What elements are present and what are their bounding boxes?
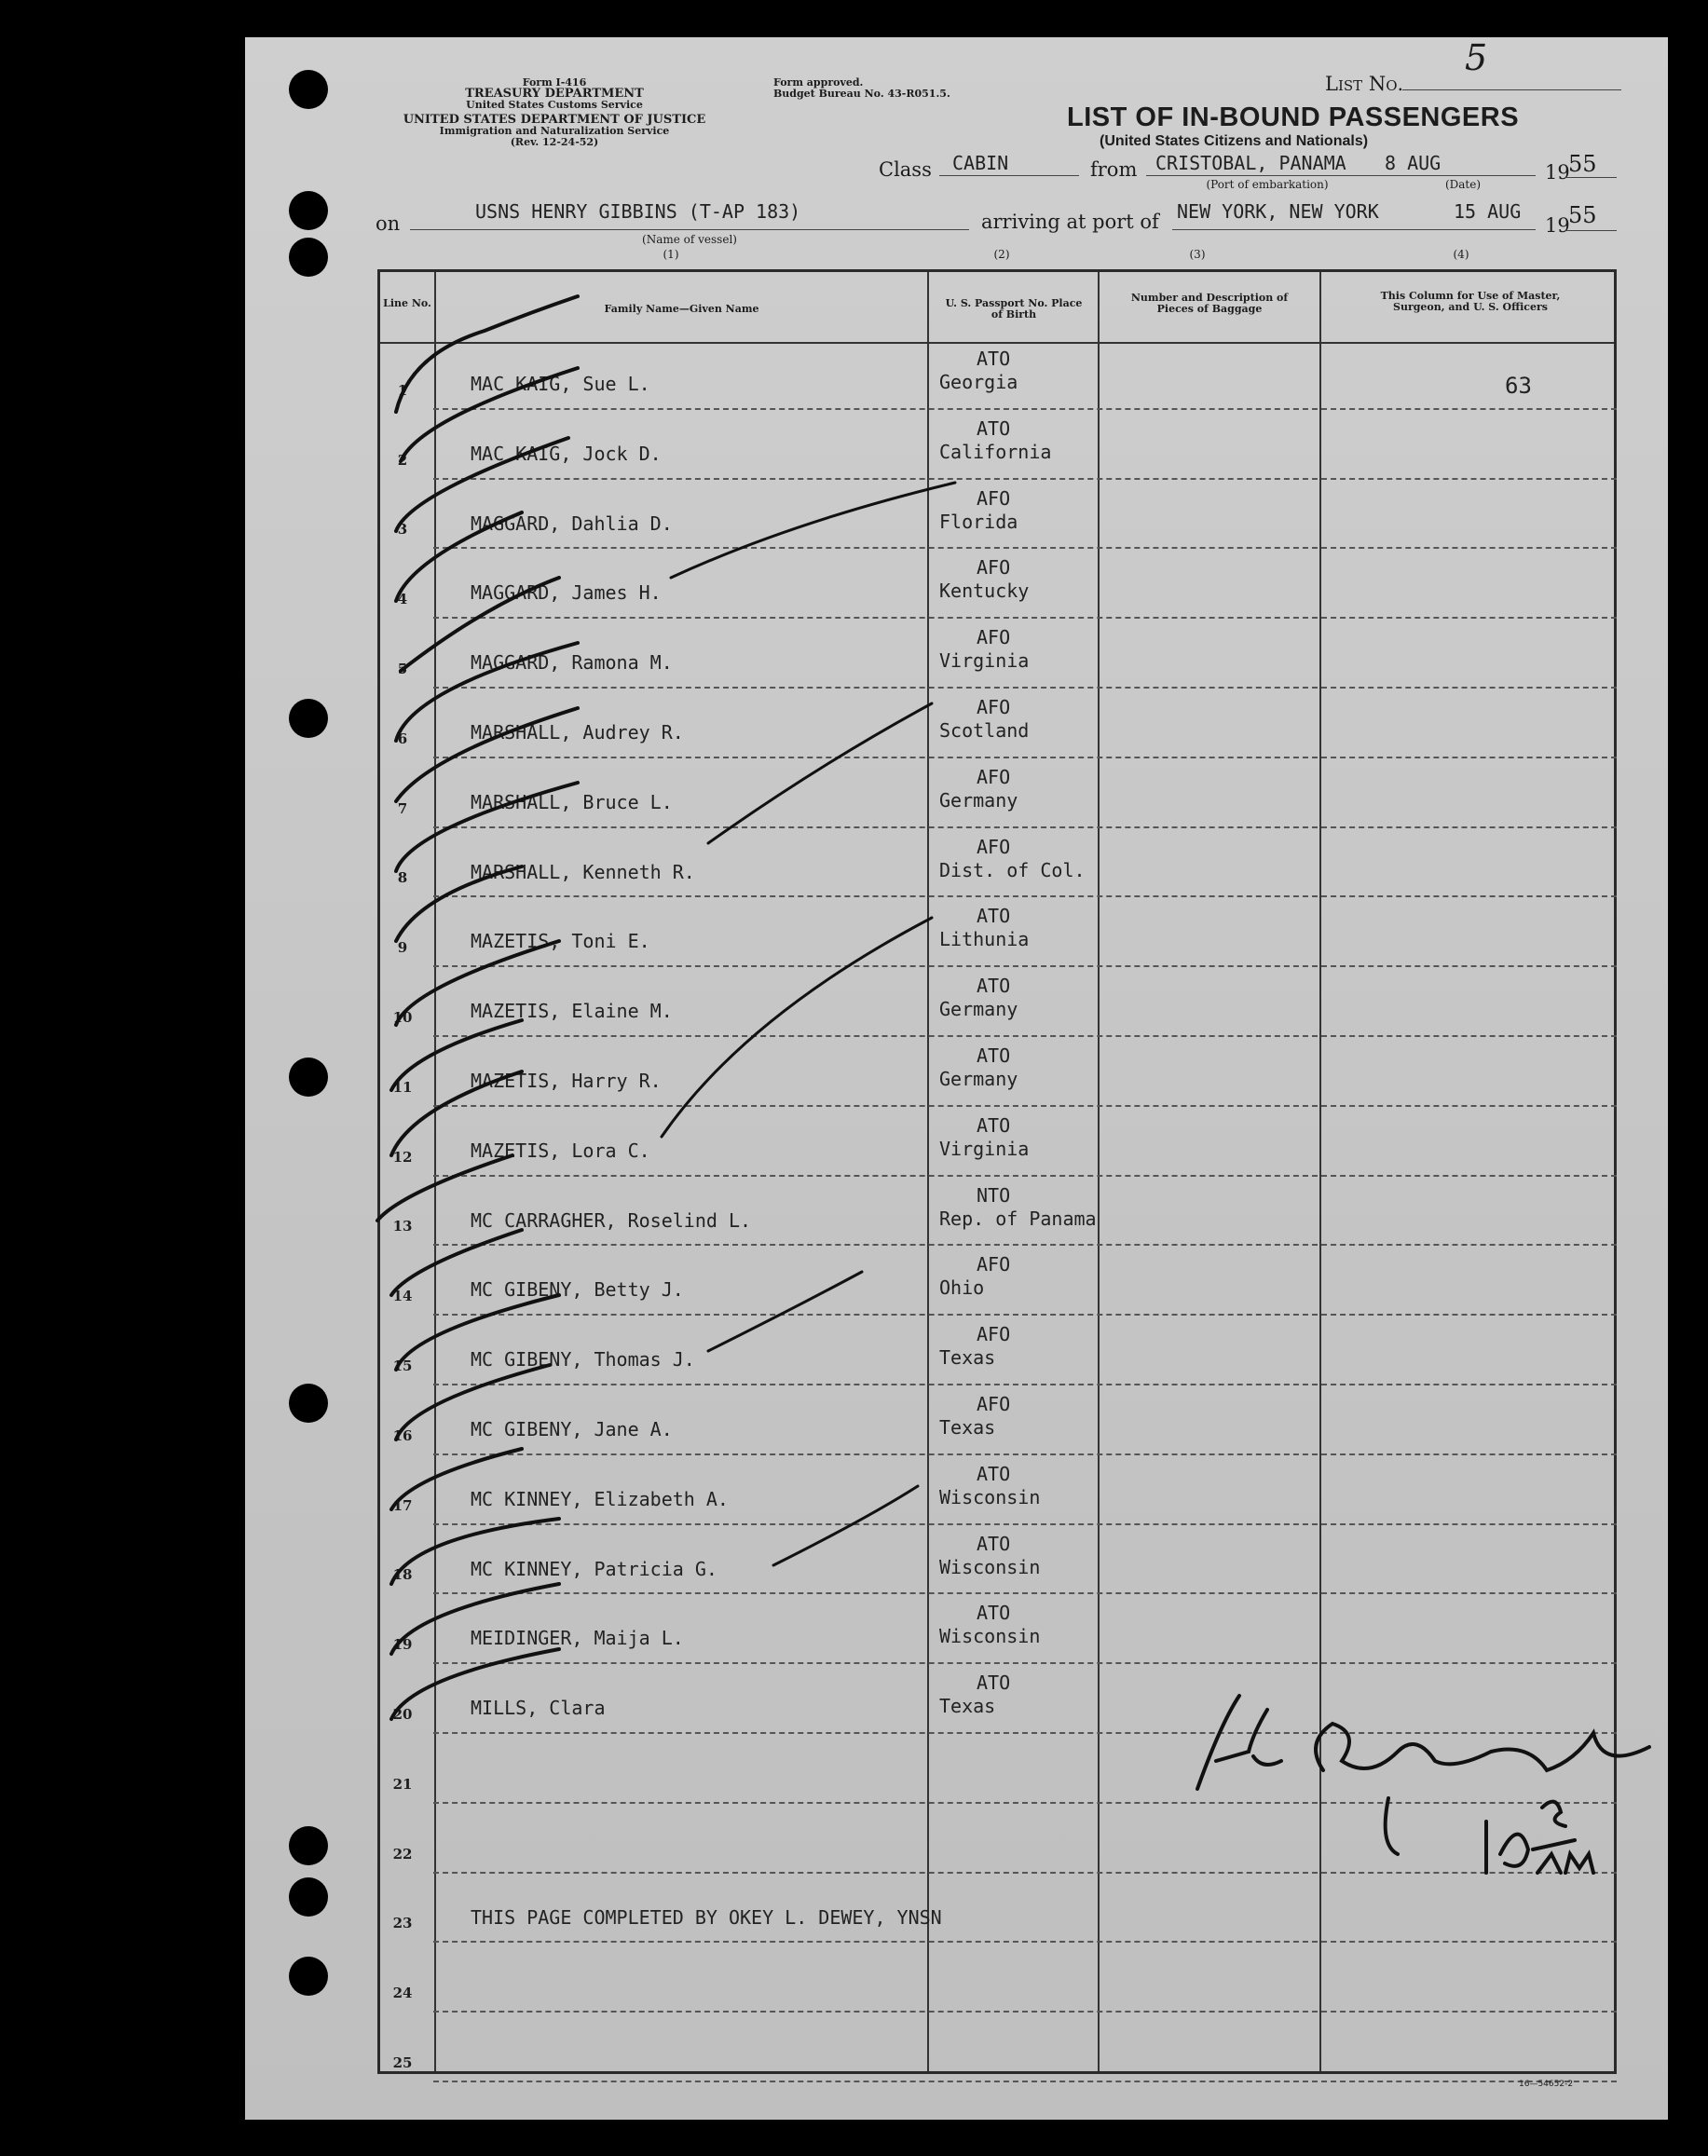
treasury-label: TREASURY DEPARTMENT	[465, 87, 644, 101]
line-number: 24	[392, 1985, 413, 2002]
vessel-name: USNS HENRY GIBBINS (T-AP 183)	[475, 200, 801, 223]
signature-scrawl	[1197, 1696, 1649, 1873]
class-label: Class	[879, 158, 932, 181]
passenger-name: THIS PAGE COMPLETED BY OKEY L. DEWEY, YNSN	[471, 1905, 942, 1929]
line-number: 6	[397, 730, 408, 747]
line-number: 12	[392, 1148, 413, 1166]
line-number: 11	[392, 1078, 413, 1096]
line-number: 2	[397, 451, 408, 469]
passport-code: AFO	[977, 626, 1011, 649]
list-number: 5	[1465, 37, 1488, 78]
line-number: 7	[397, 799, 408, 817]
passenger-name: MAGGARD, James H.	[471, 581, 662, 605]
place-of-birth: Germany	[939, 788, 1018, 812]
year-from: 55	[1568, 151, 1597, 177]
passenger-name: MC GIBENY, Betty J.	[471, 1278, 684, 1302]
form-approved: Form approved.	[773, 76, 864, 89]
header-officers: This Column for Use of Master, Surgeon, and U. S. Officers	[1380, 290, 1561, 313]
line-number: 23	[392, 1915, 413, 1932]
passenger-name: MC GIBENY, Thomas J.	[471, 1348, 695, 1371]
line-number: 10	[392, 1009, 413, 1026]
passenger-name: MC KINNEY, Patricia G.	[471, 1557, 717, 1580]
place-of-birth: California	[939, 440, 1052, 463]
place-of-birth: Ohio	[939, 1276, 985, 1300]
passenger-name: MAZETIS, Toni E.	[471, 930, 650, 953]
place-of-birth: Wisconsin	[939, 1625, 1041, 1648]
line-number: 17	[392, 1496, 413, 1514]
line-number: 4	[397, 591, 408, 608]
passenger-name: MC GIBENY, Jane A.	[471, 1418, 673, 1440]
line-number: 15	[392, 1358, 413, 1374]
line-number: 22	[392, 1845, 413, 1863]
passport-code: AFO	[977, 835, 1011, 858]
line-number: 9	[397, 939, 408, 957]
col-number-2: (2)	[993, 248, 1010, 261]
place-of-birth: Rep. of Panama	[939, 1207, 1097, 1230]
passport-code: NTO	[977, 1183, 1011, 1207]
line-number: 25	[392, 2054, 413, 2071]
form-number: Form I-416	[522, 76, 587, 89]
officer-note: 63	[1505, 373, 1532, 399]
passport-code: ATO	[977, 1602, 1011, 1625]
header-baggage: Number and Description of Pieces of Baggage	[1130, 292, 1289, 315]
passport-code: AFO	[977, 765, 1011, 788]
line-number: 19	[392, 1636, 413, 1654]
passport-code: AFO	[977, 1393, 1011, 1415]
place-of-birth: Dist. of Col.	[939, 858, 1086, 881]
class-value: CABIN	[952, 152, 1009, 174]
passport-code: AFO	[977, 556, 1011, 580]
passenger-name: MEIDINGER, Maija L.	[471, 1627, 684, 1650]
place-of-birth: Germany	[939, 1068, 1018, 1090]
arrival-date: 15 AUG	[1454, 200, 1522, 223]
passport-code: ATO	[977, 1462, 1011, 1485]
line-number: 20	[392, 1706, 413, 1723]
year-prefix-arrival: 19	[1545, 214, 1570, 237]
place-of-birth: Germany	[939, 998, 1018, 1021]
passenger-name: MILLS, Clara	[471, 1697, 606, 1720]
place-of-birth: Wisconsin	[939, 1485, 1041, 1508]
year-arrival: 55	[1568, 202, 1597, 228]
passenger-name: MARSHALL, Kenneth R.	[471, 860, 695, 883]
list-no-label: List No.	[1325, 73, 1404, 95]
arrival-port: NEW YORK, NEW YORK	[1177, 200, 1379, 223]
customs-label: United States Customs Service	[466, 99, 643, 111]
line-number: 5	[397, 661, 408, 677]
passport-code: ATO	[977, 1113, 1011, 1137]
budget-number: Budget Bureau No. 43-R051.5.	[773, 88, 950, 100]
line-number: 18	[392, 1566, 413, 1584]
from-label: from	[1090, 158, 1138, 181]
page-subtitle: (United States Citizens and Nationals)	[1100, 133, 1369, 149]
place-of-birth: Texas	[939, 1416, 996, 1439]
year-prefix-from: 19	[1545, 161, 1570, 184]
line-number: 16	[392, 1426, 413, 1444]
place-of-birth: Kentucky	[939, 580, 1030, 603]
passenger-name: MARSHALL, Bruce L.	[471, 790, 673, 813]
place-of-birth: Lithunia	[939, 928, 1030, 951]
place-of-birth: Wisconsin	[939, 1555, 1041, 1578]
passport-code: ATO	[977, 1044, 1011, 1067]
passport-code: ATO	[977, 416, 1011, 440]
passenger-name: MAGGARD, Ramona M.	[471, 651, 673, 675]
passport-code: AFO	[977, 1253, 1011, 1276]
col-number-4: (4)	[1453, 248, 1469, 261]
from-port: CRISTOBAL, PANAMA	[1155, 152, 1346, 174]
rev-label: (Rev. 12-24-52)	[510, 136, 599, 148]
place-of-birth: Scotland	[939, 719, 1030, 742]
header-line-no: Line No.	[383, 297, 431, 309]
header-name: Family Name—Given Name	[604, 303, 759, 315]
passenger-name: MAZETIS, Lora C.	[471, 1139, 650, 1162]
place-of-birth: Virginia	[939, 649, 1030, 673]
passport-code: AFO	[977, 696, 1011, 718]
place-of-birth: Virginia	[939, 1137, 1030, 1160]
header-passport: U. S. Passport No. Place of Birth	[945, 297, 1083, 321]
vessel-caption: (Name of vessel)	[642, 233, 737, 246]
line-number: 13	[392, 1218, 413, 1235]
passenger-name: MAZETIS, Elaine M.	[471, 1000, 673, 1023]
passport-code: AFO	[977, 1323, 1011, 1346]
passenger-name: MC KINNEY, Elizabeth A.	[471, 1487, 729, 1510]
passenger-name: MARSHALL, Audrey R.	[471, 721, 684, 744]
passenger-name: MAGGARD, Dahlia D.	[471, 512, 673, 535]
port-caption: (Port of embarkation)	[1206, 178, 1329, 191]
passport-code: ATO	[977, 1532, 1011, 1555]
ins-label: Immigration and Naturalization Service	[439, 125, 670, 137]
passenger-name: MAC KAIG, Jock D.	[471, 442, 662, 465]
passport-code: AFO	[977, 486, 1011, 510]
passenger-name: MAC KAIG, Sue L.	[471, 373, 650, 395]
place-of-birth: Texas	[939, 1346, 996, 1370]
page-title: LIST OF IN-BOUND PASSENGERS	[1067, 102, 1520, 132]
date-caption: (Date)	[1444, 178, 1482, 191]
passport-code: ATO	[977, 975, 1011, 998]
on-label: on	[376, 212, 401, 235]
passport-code: ATO	[977, 905, 1011, 928]
justice-label: UNITED STATES DEPARTMENT OF JUSTICE	[403, 113, 706, 127]
passenger-name: MC CARRAGHER, Roselind L.	[471, 1208, 752, 1232]
arriving-label: arriving at port of	[981, 211, 1159, 233]
place-of-birth: Florida	[939, 510, 1018, 533]
place-of-birth: Texas	[939, 1695, 996, 1718]
passport-code: ATO	[977, 1672, 1011, 1695]
passport-code: ATO	[977, 348, 1011, 370]
line-number: 14	[392, 1288, 413, 1305]
form-footer-code: 16—54652-2	[1519, 2080, 1574, 2089]
from-date: 8 AUG	[1385, 152, 1442, 174]
line-number: 8	[397, 869, 408, 887]
line-number: 1	[397, 381, 408, 399]
col-number-1: (1)	[663, 248, 679, 261]
line-number: 21	[392, 1775, 413, 1793]
line-number: 3	[397, 521, 408, 539]
col-number-3: (3)	[1189, 248, 1206, 261]
passenger-name: MAZETIS, Harry R.	[471, 1070, 662, 1092]
place-of-birth: Georgia	[939, 371, 1018, 393]
